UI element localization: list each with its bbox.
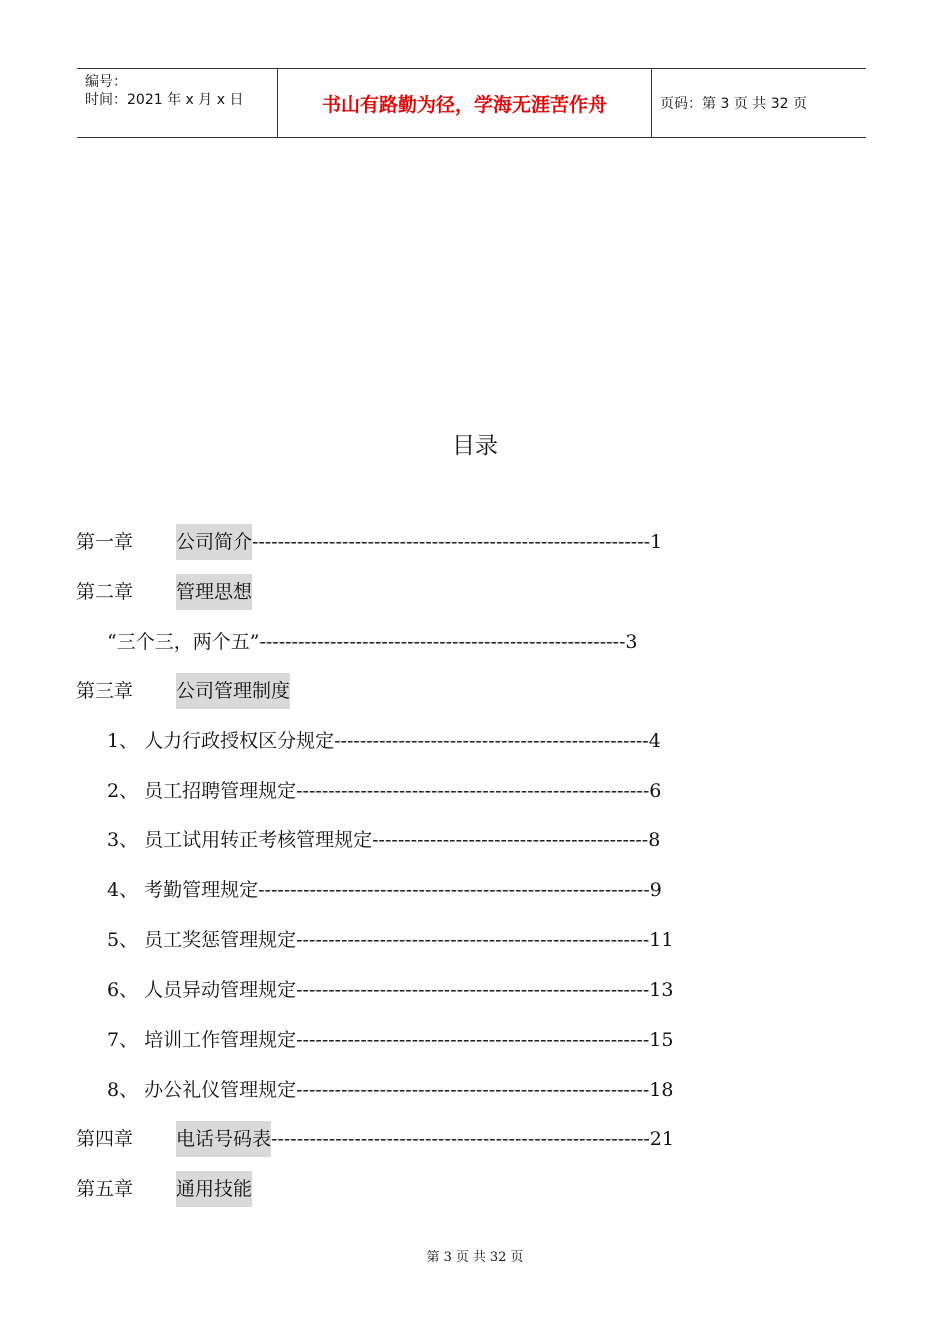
- toc-chapter: 第三章: [76, 680, 134, 702]
- toc-page-number: 1: [650, 531, 663, 553]
- toc-row[interactable]: [107, 1072, 673, 1108]
- toc-entry-text: 2、 员工招聘管理规定: [107, 780, 297, 802]
- toc-entry-text: 公司简介: [176, 524, 252, 560]
- page-footer: [0, 1246, 950, 1265]
- toc-page-number: 15: [649, 1029, 674, 1051]
- toc-row[interactable]: [107, 1022, 673, 1058]
- footer-text: 共: [472, 1250, 486, 1265]
- toc-entry-text: 6、 人员异动管理规定: [107, 979, 297, 1001]
- page-title: 目录: [452, 433, 498, 459]
- toc-row[interactable]: [76, 1171, 252, 1207]
- toc-leader: -------------------------------------------------------: [296, 1079, 650, 1101]
- header-meta-cell: [77, 69, 278, 137]
- toc-leader: ---------------------------------------------------------: [259, 631, 626, 653]
- toc-entry-text: 7、 培训工作管理规定: [107, 1029, 297, 1051]
- toc-leader: --------------------------------------------------------------: [252, 531, 651, 553]
- toc-leader: -------------------------------------------------------: [296, 1029, 650, 1051]
- footer-total-pages: 32: [489, 1250, 507, 1265]
- toc-row[interactable]: [107, 773, 661, 809]
- toc-row[interactable]: [76, 673, 290, 709]
- footer-text: 第: [426, 1250, 440, 1265]
- toc-page-number: 21: [649, 1128, 674, 1150]
- toc-row[interactable]: [107, 723, 661, 759]
- toc-leader: -------------------------------------------------: [334, 730, 649, 752]
- toc-page-number: 3: [625, 631, 638, 653]
- toc-leader: -------------------------------------------: [372, 829, 649, 851]
- toc-leader: -------------------------------------------------------: [296, 780, 650, 802]
- toc-leader: -----------------------------------------------------------: [271, 1128, 650, 1150]
- toc-entry-text: 1、 人力行政授权区分规定: [107, 730, 335, 752]
- toc-entry-text: 8、 办公礼仪管理规定: [107, 1079, 297, 1101]
- toc-entry-text: 公司管理制度: [176, 673, 290, 709]
- toc-chapter: 第一章: [76, 531, 134, 553]
- toc-entry-text: 5、 员工奖惩管理规定: [107, 929, 297, 951]
- page-header-table: [77, 68, 866, 138]
- toc-page-number: 9: [649, 879, 662, 901]
- toc-leader: -------------------------------------------------------: [296, 979, 650, 1001]
- toc-chapter: 第五章: [76, 1178, 134, 1200]
- footer-text: 页: [455, 1250, 469, 1265]
- toc-entry-text: 管理思想: [176, 574, 252, 610]
- toc-entry-text: 通用技能: [176, 1171, 252, 1207]
- toc-leader: -------------------------------------------------------: [296, 929, 650, 951]
- toc-page-number: 6: [649, 780, 662, 802]
- toc-page-number: 11: [649, 929, 674, 951]
- toc-entry-text: 3、 员工试用转正考核管理规定: [107, 829, 373, 851]
- toc-leader: -------------------------------------------------------------: [258, 879, 650, 901]
- toc-row[interactable]: [76, 574, 252, 610]
- toc-row[interactable]: [107, 972, 673, 1008]
- serial-label: 编号：: [85, 74, 127, 90]
- toc-entry-text: “三个三，两个五”: [107, 631, 260, 653]
- footer-text: 页: [510, 1250, 524, 1265]
- toc-row[interactable]: [107, 872, 662, 908]
- toc-page-number: 4: [648, 730, 661, 752]
- toc-row[interactable]: [76, 1121, 674, 1157]
- toc-chapter: 第四章: [76, 1128, 134, 1150]
- toc-row[interactable]: [76, 524, 662, 560]
- footer-current-page: 3: [443, 1250, 452, 1265]
- toc-page-number: 13: [649, 979, 674, 1001]
- toc-row[interactable]: [107, 822, 660, 858]
- toc-row[interactable]: [107, 922, 673, 958]
- toc-chapter: 第二章: [76, 581, 134, 603]
- header-motto: 书山有路勤为径，学海无涯苦作舟: [278, 69, 652, 137]
- toc-page-number: 18: [649, 1079, 674, 1101]
- toc-entry-text: 4、 考勤管理规定: [107, 879, 259, 901]
- date-label: 时间：2021 年 x 月 x 日: [85, 92, 244, 108]
- toc-row[interactable]: [107, 624, 637, 660]
- toc-entry-text: 电话号码表: [176, 1121, 271, 1157]
- toc-page-number: 8: [648, 829, 661, 851]
- header-page-label: 页码：第 3 页 共 32 页: [660, 96, 807, 112]
